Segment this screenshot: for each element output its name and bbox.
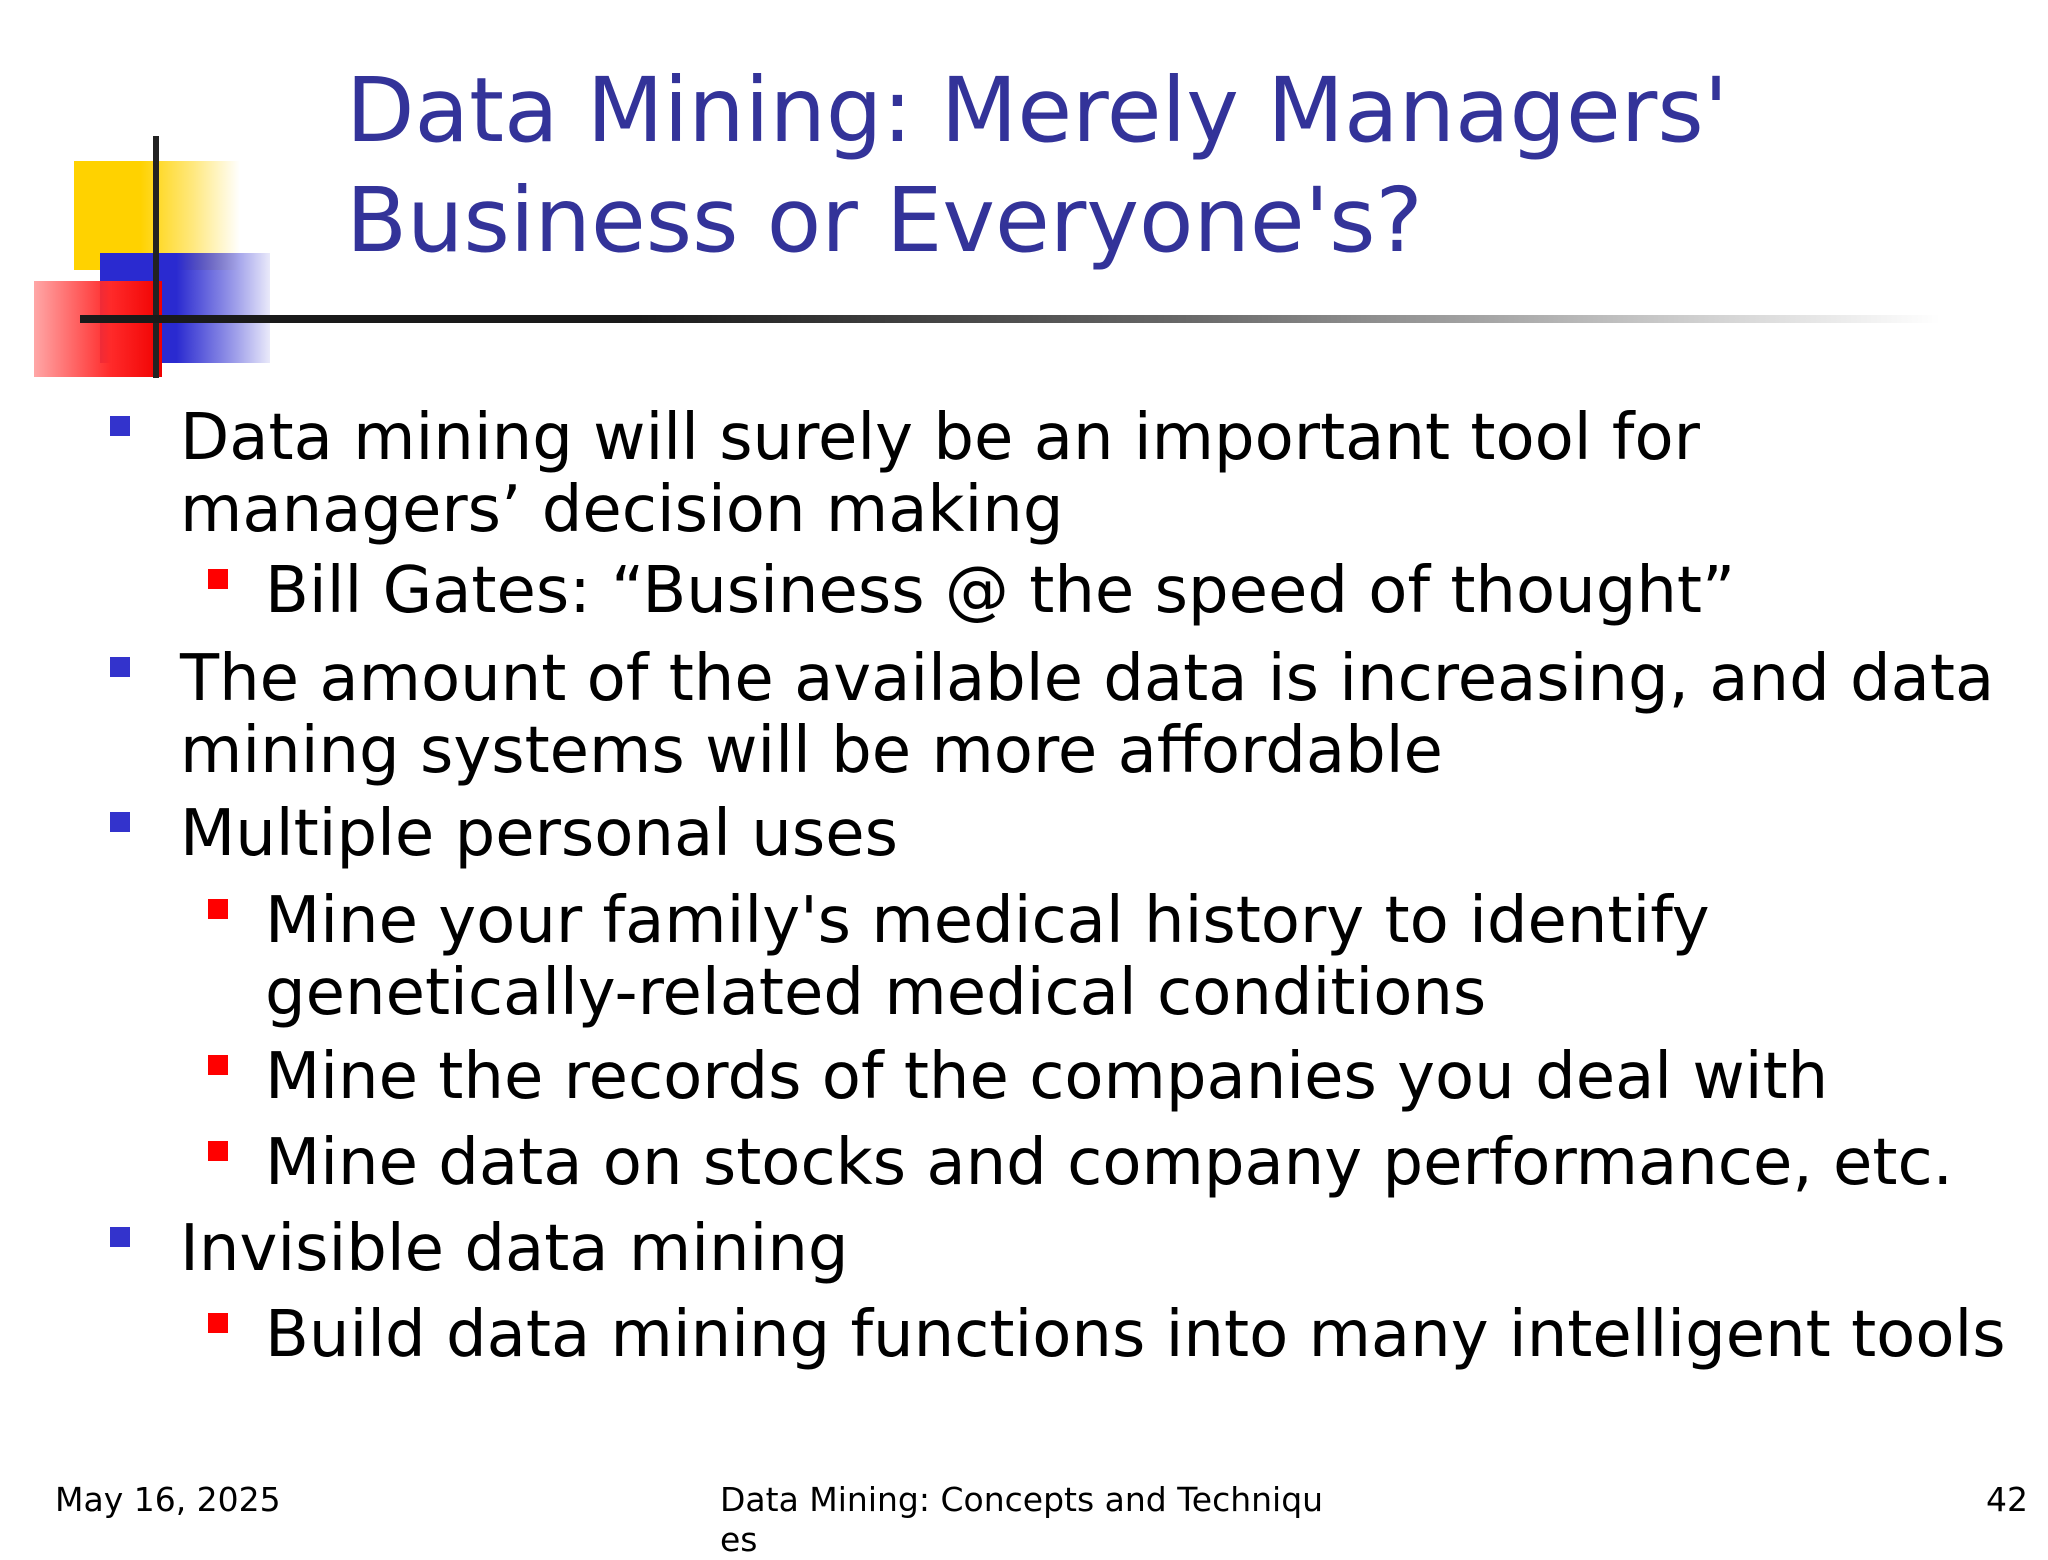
- square-bullet-icon: [110, 812, 130, 832]
- bullet-text-line: genetically-related medical conditions: [265, 956, 1487, 1030]
- sub-bullet-item: [265, 1299, 2006, 1371]
- footer-date: May 16, 2025: [55, 1480, 281, 1519]
- bullet-text-line: Mine your family's medical history to identify: [265, 884, 1710, 958]
- bullet-item: [180, 402, 1700, 546]
- sub-bullet-item: [265, 1127, 1953, 1199]
- footer-course-title-line-1: Data Mining: Concepts and Techniqu: [720, 1480, 1324, 1519]
- square-bullet-icon: [110, 416, 130, 436]
- footer-course-title: [720, 1480, 1323, 1560]
- bullet-text-line: Bill Gates: “Business @ the speed of thought”: [265, 554, 1736, 628]
- bullet-text-line: Mine data on stocks and company performance, etc.: [265, 1126, 1953, 1200]
- bullet-text-line: mining systems will be more affordable: [180, 714, 1443, 788]
- bullet-item: [180, 1213, 849, 1285]
- slide-title-line-1: Data Mining: Merely Managers': [346, 58, 1729, 162]
- small-square-bullet-icon: [208, 569, 228, 589]
- sub-bullet-item: [265, 1041, 1828, 1113]
- slide-title-line-2: Business or Everyone's?: [346, 168, 1423, 272]
- sub-bullet-item: [265, 555, 1735, 627]
- footer-course-title-line-2: es: [720, 1520, 758, 1559]
- page-number: 42: [1986, 1480, 2028, 1519]
- small-square-bullet-icon: [208, 1141, 228, 1161]
- bullet-text-line: The amount of the available data is increasing, and data: [180, 642, 1995, 716]
- bullet-item: [180, 643, 1994, 787]
- bullet-text-line: Invisible data mining: [180, 1212, 849, 1286]
- small-square-bullet-icon: [208, 899, 228, 919]
- bullet-text-line: Mine the records of the companies you deal with: [265, 1040, 1829, 1114]
- small-square-bullet-icon: [208, 1055, 228, 1075]
- small-square-bullet-icon: [208, 1313, 228, 1333]
- square-bullet-icon: [110, 1227, 130, 1247]
- square-bullet-icon: [110, 657, 130, 677]
- bullet-item: [180, 798, 898, 870]
- bullet-text-line: managers’ decision making: [180, 473, 1064, 547]
- sub-bullet-item: [265, 885, 1710, 1029]
- bullet-text-line: Build data mining functions into many intelligent tools: [265, 1298, 2006, 1372]
- bullet-text-line: Data mining will surely be an important tool for: [180, 401, 1700, 475]
- bullet-text-line: Multiple personal uses: [180, 797, 898, 871]
